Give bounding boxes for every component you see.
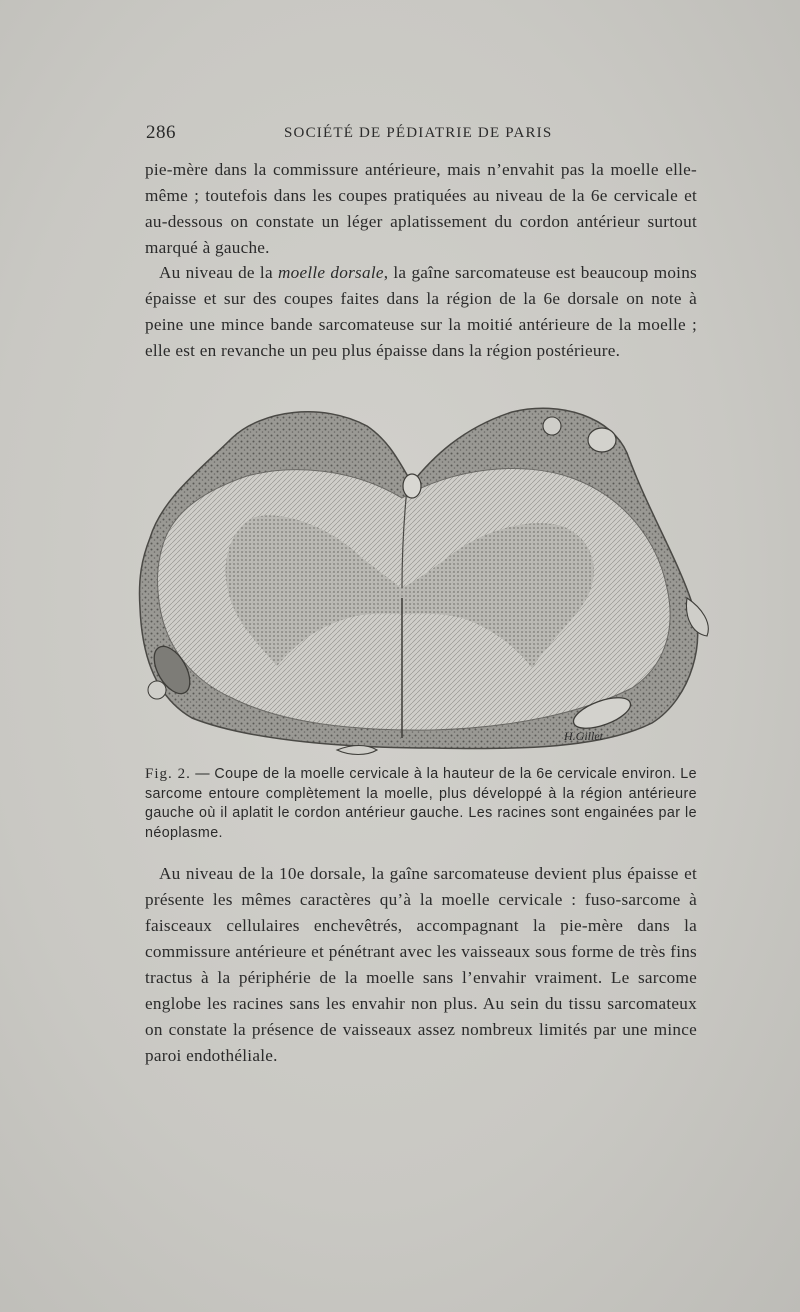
vessel-right-upper bbox=[588, 428, 616, 452]
central-canal bbox=[403, 474, 421, 498]
paragraph-3 bbox=[145, 861, 697, 1069]
paragraph-3-text: Au niveau de la 10e dorsale, la gaîne sarcomateuse devient plus épaisse et présente les mêmes caractères qu’à la moelle cervicale : fuso-sarcome à faisceaux cellulaires enchevêtrés, accompagnant la pie-mère dans la commissure antérieure et pénétrant avec les vaisseaux sous forme de très fins tractus à la périphérie de la moelle sans l’envahir vraiment. Le sarcome englobe les racines sans les envahir non plus. Au sein du tissu sarcomateux on constate la présence de vaisseaux assez nombreux limités par une mince paroi endothéliale. bbox=[145, 864, 697, 1065]
paragraph-2-rest: , la gaîne sarcomateuse est beaucoup moins épaisse et sur des coupes faites dans la région de la 6e dorsale on note à peine une mince bande sarcomateuse sur la moitié antérieure de la moelle ; elle est en revanche un peu plus épaisse dans la région postérieure. bbox=[145, 263, 697, 360]
page-header bbox=[146, 122, 706, 148]
paragraph-1: pie-mère dans la commissure antérieure, mais n’envahit pas la moelle elle-même ; toutefois dans les coupes pratiquées au niveau de la 6e cervicale et au-dessous on constate un léger aplatissement du cordon antérieur surtout marqué à gauche. bbox=[145, 160, 697, 257]
paragraph-2 bbox=[145, 260, 697, 364]
artist-signature: H.Gillet bbox=[564, 729, 603, 743]
figure-caption bbox=[145, 765, 697, 843]
figure-label: Fig. 2. bbox=[145, 766, 191, 782]
spinal-cord-section-illustration bbox=[132, 398, 716, 764]
page-number: 286 bbox=[146, 122, 176, 143]
figure-caption-text: — Coupe de la moelle cervicale à la hauteur de la 6e cervicale environ. Le sarcome entoure complètement la moelle, plus développé à la région antérieure gauche où il aplatit le cordon antérieur gauche. Les racines sont engainées par le néoplasme. bbox=[145, 766, 697, 841]
vessel-left-lower bbox=[148, 681, 166, 699]
running-head: SOCIÉTÉ DE PÉDIATRIE DE PARIS bbox=[284, 125, 553, 141]
spinal-cord-drawing bbox=[132, 398, 716, 764]
paragraph-2-emphasis: moelle dorsale bbox=[277, 263, 384, 282]
vessel-right-upper-2 bbox=[543, 417, 561, 435]
root-bottom bbox=[337, 746, 377, 755]
paragraph-2-lead: Au niveau de la bbox=[159, 263, 278, 282]
